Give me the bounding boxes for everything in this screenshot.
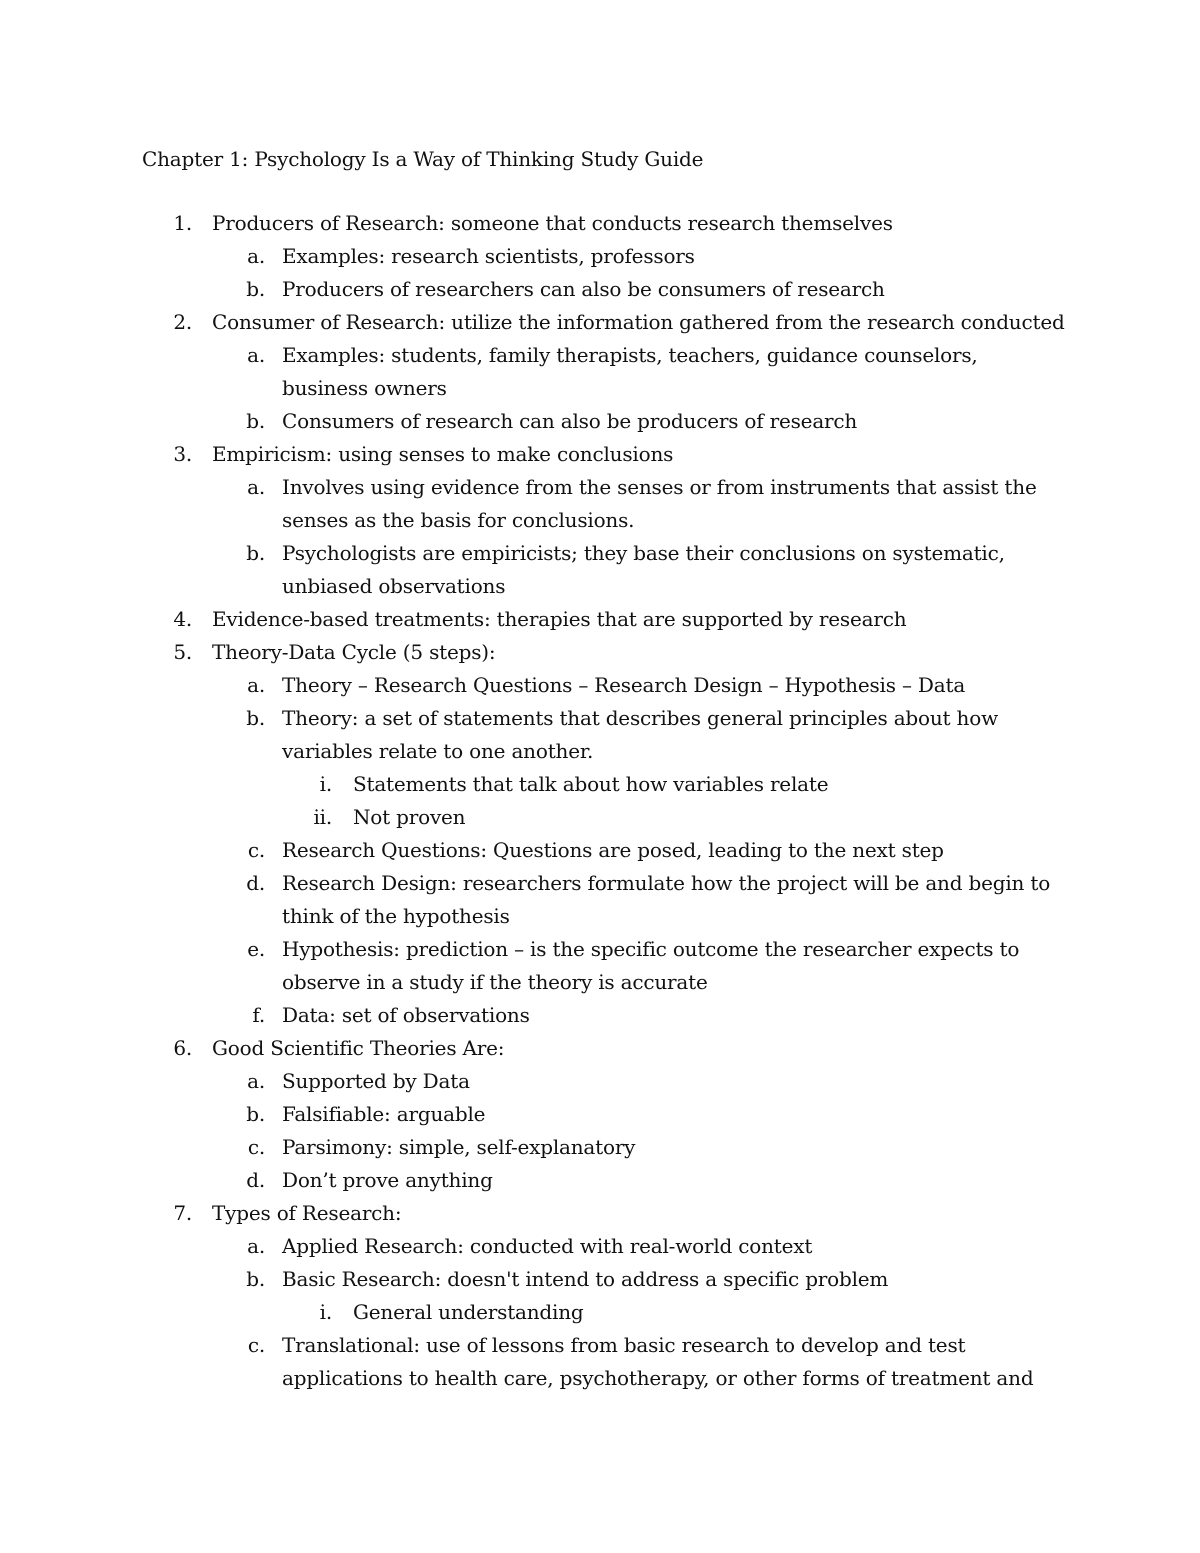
list-marker: 1. [173,211,192,235]
list-item-text: Examples: students, family therapists, teachers, guidance counselors, business owners [282,343,978,400]
list-marker: i. [319,772,332,796]
list-item [0,1197,1200,1230]
list-item-text: Theory: a set of statements that describes general principles about how variables relate to one another. [282,706,998,763]
list-item-text: Not proven [353,805,466,829]
list-item-text: Producers of researchers can also be consumers of research [282,277,885,301]
list-marker: a. [247,1069,265,1093]
list-item [0,405,1200,438]
list-marker: 2. [173,310,192,334]
list-item-text: Theory – Research Questions – Research Design – Hypothesis – Data [282,673,966,697]
list-item-text: Good Scientific Theories Are: [212,1036,505,1060]
list-item-text: Producers of Research: someone that conducts research themselves [212,211,893,235]
list-item [0,1296,1200,1329]
list-item-text: Hypothesis: prediction – is the specific outcome the researcher expects to observe in a study if the theory is accurate [282,937,1020,994]
list-item-text: Theory-Data Cycle (5 steps): [212,640,496,664]
list-item [0,471,1200,537]
list-marker: a. [247,475,265,499]
list-item-text: Consumers of research can also be producers of research [282,409,858,433]
list-item [0,1164,1200,1197]
list-item [0,999,1200,1032]
list-item-text: Research Design: researchers formulate how the project will be and begin to think of the hypothesis [282,871,1051,928]
list-marker: a. [247,1234,265,1258]
list-item-text: Consumer of Research: utilize the information gathered from the research conducted [212,310,1065,334]
page-title: Chapter 1: Psychology Is a Way of Thinking Study Guide [142,147,704,171]
list-item [0,867,1200,933]
list-item [0,438,1200,471]
list-marker: f. [252,1003,265,1027]
list-marker: b. [246,1267,265,1291]
list-item-text: Psychologists are empiricists; they base their conclusions on systematic, unbiased observations [282,541,1005,598]
list-item-text: Types of Research: [212,1201,402,1225]
list-item [0,834,1200,867]
list-marker: b. [246,277,265,301]
list-item-text: Basic Research: doesn't intend to address a specific problem [282,1267,889,1291]
list-item [0,669,1200,702]
list-item [0,702,1200,768]
list-item [0,207,1200,240]
list-marker: b. [246,541,265,565]
list-marker: a. [247,244,265,268]
list-item [0,1032,1200,1065]
list-item [0,768,1200,801]
list-item [0,1098,1200,1131]
list-item [0,801,1200,834]
list-item [0,603,1200,636]
list-marker: 5. [173,640,192,664]
list-item-text: Applied Research: conducted with real-world context [282,1234,813,1258]
list-item [0,636,1200,669]
list-item-text: Falsifiable: arguable [282,1102,486,1126]
list-item [0,1131,1200,1164]
list-marker: i. [319,1300,332,1324]
list-item-text: Research Questions: Questions are posed, leading to the next step [282,838,944,862]
list-marker: ii. [313,805,332,829]
list-item [0,273,1200,306]
list-item-text: Data: set of observations [282,1003,530,1027]
list-marker: b. [246,1102,265,1126]
list-item-text: Evidence-based treatments: therapies that are supported by research [212,607,907,631]
list-marker: e. [247,937,265,961]
list-item-text: Don’t prove anything [282,1168,493,1192]
list-item-text: Examples: research scientists, professors [282,244,695,268]
list-marker: b. [246,706,265,730]
list-item [0,306,1200,339]
list-marker: c. [247,1135,265,1159]
study-guide-outline [0,207,1200,1395]
list-item [0,1065,1200,1098]
list-item [0,240,1200,273]
list-item [0,537,1200,603]
list-item-text: Statements that talk about how variables relate [353,772,829,796]
list-item [0,1329,1200,1395]
list-item-text: Empiricism: using senses to make conclusions [212,442,674,466]
list-marker: c. [247,838,265,862]
list-item [0,1230,1200,1263]
list-item-text: Supported by Data [282,1069,470,1093]
list-item [0,339,1200,405]
list-item [0,1263,1200,1296]
list-item-text: General understanding [353,1300,584,1324]
list-marker: d. [246,1168,265,1192]
list-marker: 4. [173,607,192,631]
list-marker: 6. [173,1036,192,1060]
list-item-text: Translational: use of lessons from basic research to develop and test applications to health care, psychotherapy, or other forms of treatment and [282,1333,1034,1390]
list-item [0,933,1200,999]
list-marker: c. [247,1333,265,1357]
list-marker: a. [247,343,265,367]
list-marker: 3. [173,442,192,466]
list-marker: d. [246,871,265,895]
list-item-text: Involves using evidence from the senses or from instruments that assist the senses as the basis for conclusions. [282,475,1037,532]
list-item-text: Parsimony: simple, self-explanatory [282,1135,636,1159]
list-marker: a. [247,673,265,697]
list-marker: b. [246,409,265,433]
list-marker: 7. [173,1201,192,1225]
